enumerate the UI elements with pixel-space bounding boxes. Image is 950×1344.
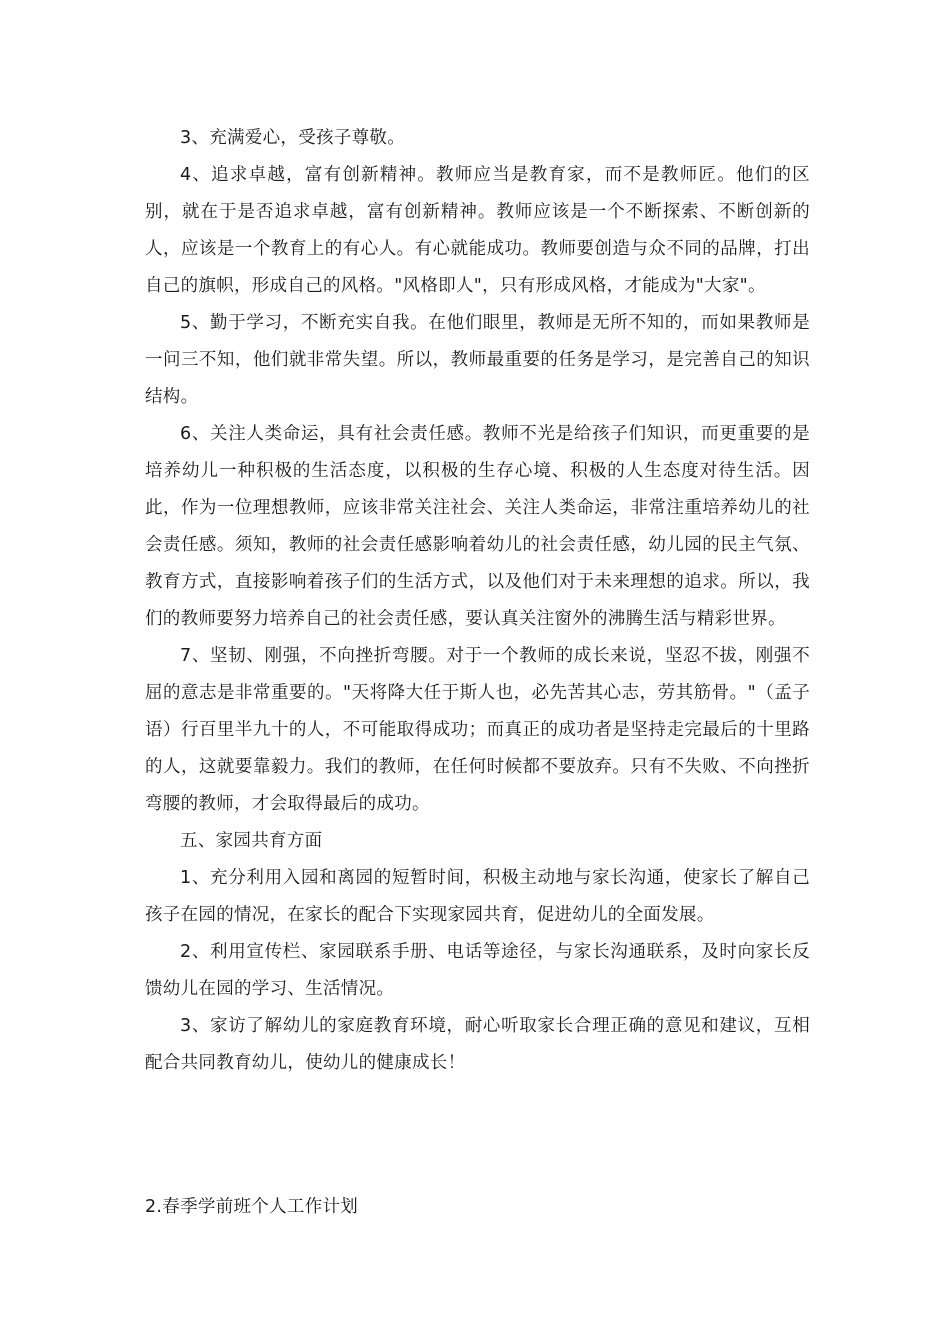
next-document-title: 2.春季学前班个人工作计划: [145, 1197, 359, 1217]
document-body: [145, 120, 810, 1082]
section-paragraph-3: 3、家访了解幼儿的家庭教育环境，耐心听取家长合理正确的意见和建议，互相配合共同教育幼儿，使幼儿的健康成长！: [145, 1016, 810, 1073]
paragraph-6: 6、关注人类命运，具有社会责任感。教师不光是给孩子们知识，而更重要的是培养幼儿一种积极的生活态度，以积极的生存心境、积极的人生态度对待生活。因此，作为一位理想教师，应该非常关注社会、关注人类命运，非常注重培养幼儿的社会责任感。须知，教师的社会责任感影响着幼儿的社会责任感，幼儿园的民主气氛、教育方式，直接影响着孩子们的生活方式，以及他们对于未来理想的追求。所以，我们的教师要努力培养自己的社会责任感，要认真关注窗外的沸腾生活与精彩世界。: [145, 424, 810, 629]
section-paragraph-1: 1、充分利用入园和离园的短暂时间，积极主动地与家长沟通，使家长了解自己孩子在园的情况，在家长的配合下实现家园共育，促进幼儿的全面发展。: [145, 868, 810, 925]
paragraph-7: 7、坚韧、刚强，不向挫折弯腰。对于一个教师的成长来说，坚忍不拔，刚强不屈的意志是非常重要的。"天将降大任于斯人也，必先苦其心志，劳其筋骨。"（孟子语）行百里半九十的人，不可能取得成功；而真正的成功者是坚持走完最后的十里路的人，这就要靠毅力。我们的教师，在任何时候都不要放弃。只有不失败、不向挫折弯腰的教师，才会取得最后的成功。: [145, 646, 810, 814]
section-heading: 五、家园共育方面: [180, 831, 323, 851]
paragraph-3: 3、充满爱心，受孩子尊敬。: [180, 128, 406, 148]
paragraph-4: 4、追求卓越，富有创新精神。教师应当是教育家，而不是教师匠。他们的区别，就在于是否追求卓越，富有创新精神。教师应该是一个不断探索、不断创新的人，应该是一个教育上的有心人。有心就能成功。教师要创造与众不同的品牌，打出自己的旗帜，形成自己的风格。"风格即人"，只有形成风格，才能成为"大家"。: [145, 165, 810, 296]
section-paragraph-2: 2、利用宣传栏、家园联系手册、电话等途径，与家长沟通联系，及时向家长反馈幼儿在园的学习、生活情况。: [145, 942, 810, 999]
paragraph-5: 5、勤于学习，不断充实自我。在他们眼里，教师是无所不知的，而如果教师是一问三不知，他们就非常失望。所以，教师最重要的任务是学习，是完善自己的知识结构。: [145, 313, 810, 407]
